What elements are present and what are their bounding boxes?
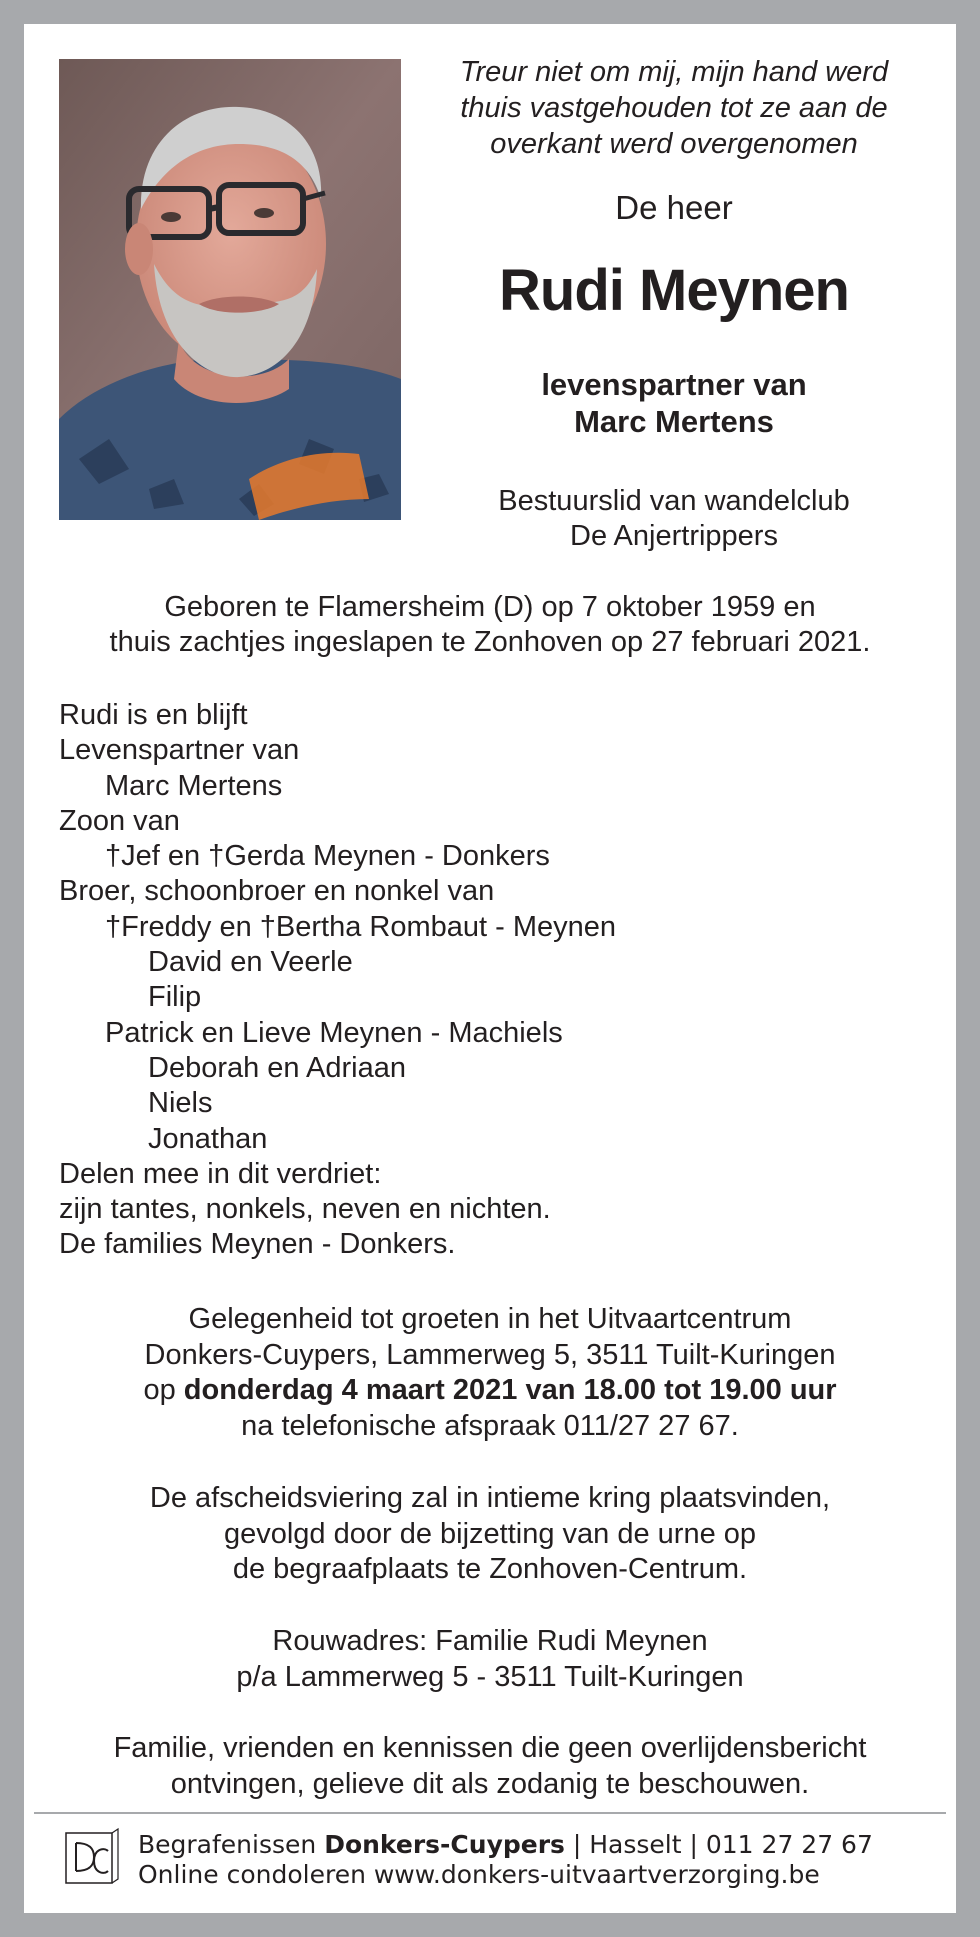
family-line: Deborah en Adriaan (148, 1051, 406, 1084)
footer-prefix: Begrafenissen (138, 1830, 325, 1859)
footer-text (138, 1830, 938, 1890)
address-line: p/a Lammerweg 5 - 3511 Tuilt-Kuringen (236, 1660, 744, 1693)
portrait-photo (59, 59, 401, 520)
family-line: Filip (148, 981, 202, 1014)
family-line: †Jef en †Gerda Meynen - Donkers (105, 840, 550, 873)
family-line: De families Meynen - Donkers. (59, 1228, 456, 1261)
family-line: Patrick en Lieve Meynen - Machiels (105, 1016, 563, 1049)
ceremony-line: de begraafplaats te Zonhoven-Centrum. (232, 1553, 748, 1585)
quote-line: overkant werd overgenomen (490, 128, 858, 160)
footer-divider (34, 1812, 946, 1814)
family-line: Rudi is en blijft (59, 699, 248, 731)
deceased-name: Rudi Meynen (499, 258, 849, 323)
visitation-info (24, 1302, 956, 1444)
family-line: Levenspartner van (59, 734, 300, 767)
funeral-home-logo (64, 1827, 120, 1889)
family-list (59, 698, 919, 1263)
visitation-line: Donkers-Cuypers, Lammerweg 5, 3511 Tuilt-Kuringen (144, 1338, 836, 1371)
club-info (414, 484, 934, 554)
family-line: Broer, schoonbroer en nonkel van (59, 875, 495, 908)
visitation-line (24, 1373, 956, 1409)
family-line: Niels (148, 1087, 213, 1120)
born-line: thuis zachtjes ingeslapen te Zonhoven op 27 februari 2021. (109, 626, 871, 658)
birth-death-info (24, 590, 956, 660)
footer-line-2: Online condoleren www.donkers-uitvaartverzorging.be (138, 1860, 820, 1889)
obituary-card (24, 24, 956, 1913)
family-line: Jonathan (148, 1122, 268, 1155)
family-line: †Freddy en †Bertha Rombaut - Meynen (105, 910, 616, 943)
partner-info (414, 366, 934, 440)
visitation-line: na telefonische afspraak 011/27 27 67. (241, 1409, 739, 1442)
family-line: zijn tantes, nonkels, neven en nichten. (59, 1193, 551, 1226)
visitation-line: Gelegenheid tot groeten in het Uitvaartcentrum (188, 1303, 792, 1335)
footer-line-1 (138, 1830, 938, 1860)
honorific: De heer (615, 189, 733, 226)
funeral-home-name: Donkers-Cuypers (324, 1830, 565, 1859)
quote-line: thuis vastgehouden tot ze aan de (460, 92, 888, 124)
notice-line: Familie, vrienden en kennissen die geen overlijdensbericht (113, 1732, 867, 1764)
visitation-prefix: op (143, 1374, 184, 1406)
visitation-date: donderdag 4 maart 2021 van 18.00 tot 19.00 uur (183, 1374, 837, 1406)
family-line: Zoon van (59, 804, 180, 837)
footer-contact: | Hasselt | 011 27 27 67 (564, 1830, 873, 1859)
ceremony-info (24, 1481, 956, 1588)
ceremony-line: gevolgd door de bijzetting van de urne op (223, 1517, 757, 1550)
partner-line: levenspartner van (541, 367, 807, 402)
address-info (24, 1624, 956, 1695)
notice-info (24, 1731, 956, 1802)
notice-line: ontvingen, gelieve dit als zodanig te beschouwen. (170, 1767, 810, 1800)
club-line: De Anjertrippers (570, 520, 778, 552)
family-line: David en Veerle (148, 946, 353, 979)
partner-line: Marc Mertens (574, 404, 774, 439)
club-line: Bestuurslid van wandelclub (498, 485, 850, 517)
ceremony-line: De afscheidsviering zal in intieme kring plaatsvinden, (149, 1482, 831, 1514)
quote-line: Treur niet om mij, mijn hand werd (459, 56, 889, 88)
born-line: Geboren te Flamersheim (D) op 7 oktober 1959 en (164, 591, 816, 623)
quote (414, 54, 934, 162)
family-line: Marc Mertens (105, 769, 283, 802)
address-line: Rouwadres: Familie Rudi Meynen (272, 1625, 708, 1657)
family-line: Delen mee in dit verdriet: (59, 1157, 382, 1190)
